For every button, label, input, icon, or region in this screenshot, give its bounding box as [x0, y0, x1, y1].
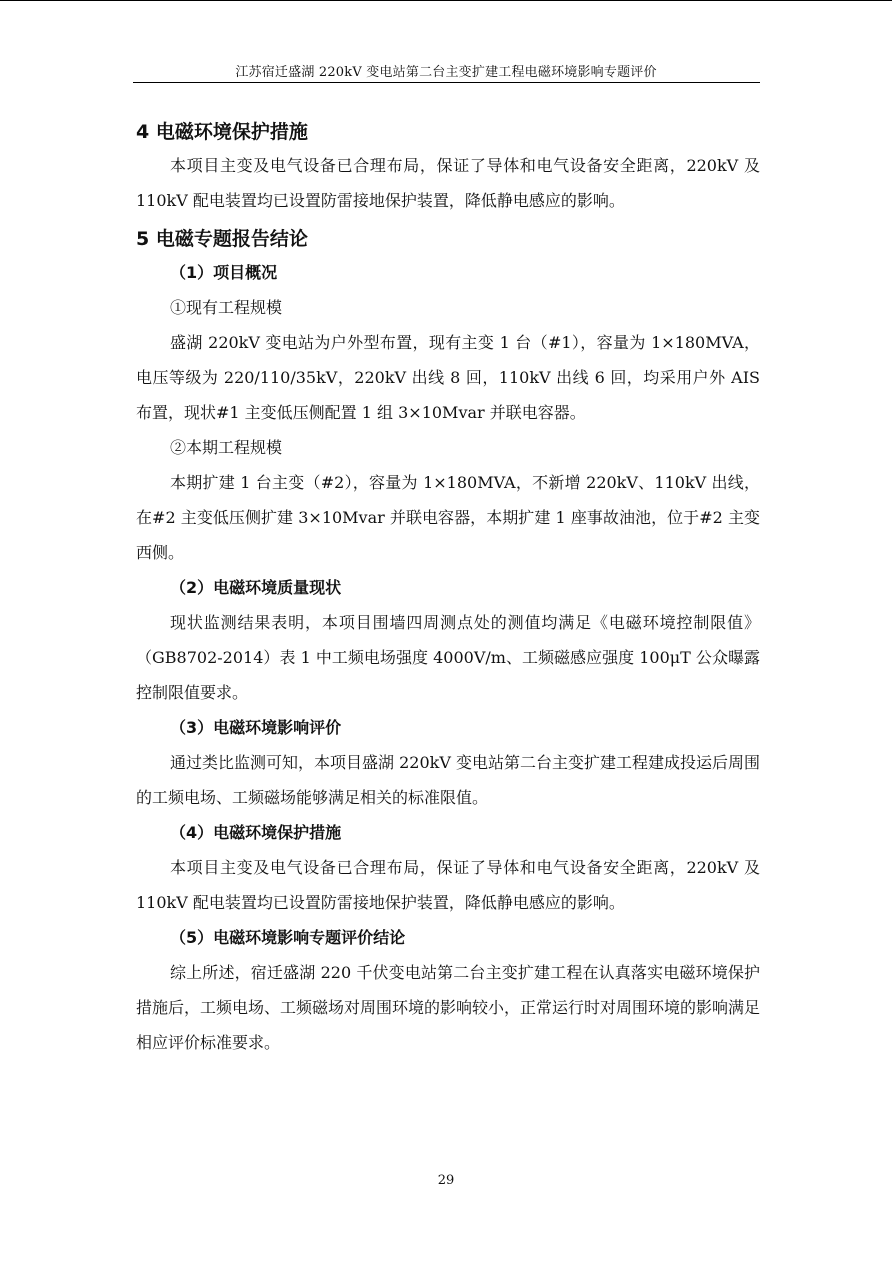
page-number: 29 [437, 1173, 455, 1188]
subsection-5-heading: （5）电磁环境影响专题评价结论 [170, 928, 406, 947]
current-project-text: 本期扩建 1 台主变（#2），容量为 1×180MVA，不新增 220kV、110kV 出线，在#2 主变低压侧扩建 3×10Mvar 并联电容器，本期扩建 1 座事故油池，位于#2 主变西侧。 [136, 473, 760, 562]
subsection-3-text: 通过类比监测可知，本项目盛湖 220kV 变电站第二台主变扩建工程建成投运后周围的工频电场、工频磁场能够满足相关的标准限值。 [136, 753, 760, 807]
section-5-heading: 5 电磁专题报告结论 [136, 228, 308, 250]
subsection-3-heading: （3）电磁环境影响评价 [170, 718, 342, 737]
existing-project-title: ①现有工程规模 [170, 298, 283, 317]
page-top-border [0, 0, 892, 1]
subsection-4-text: 本项目主变及电气设备已合理布局，保证了导体和电气设备安全距离，220kV 及 110kV 配电装置均已设置防雷接地保护装置，降低静电感应的影响。 [136, 858, 760, 912]
subsection-5-text: 综上所述，宿迁盛湖 220 千伏变电站第二台主变扩建工程在认真落实电磁环境保护措施后，工频电场、工频磁场对周围环境的影响较小，正常运行时对周围环境的影响满足相应评价标准要求。 [136, 963, 761, 1052]
running-header: 江苏宿迁盛湖 220kV 变电站第二台主变扩建工程电磁环境影响专题评价 [235, 65, 657, 80]
current-project-title: ②本期工程规模 [170, 438, 283, 457]
subsection-2-heading: （2）电磁环境质量现状 [170, 578, 342, 597]
subsection-2-text: 现状监测结果表明，本项目围墙四周测点处的测值均满足《电磁环境控制限值》（GB8702-2014）表 1 中工频电场强度 4000V/m、工频磁感应强度 100μT 公众曝露控制限值要求。 [136, 613, 760, 702]
section-4-heading: 4 电磁环境保护措施 [136, 121, 308, 143]
section-4-paragraph: 本项目主变及电气设备已合理布局，保证了导体和电气设备安全距离，220kV 及 110kV 配电装置均已设置防雷接地保护装置，降低静电感应的影响。 [136, 156, 760, 210]
existing-project-text: 盛湖 220kV 变电站为户外型布置，现有主变 1 台（#1），容量为 1×180MVA，电压等级为 220/110/35kV，220kV 出线 8 回，110kV 出线 6 回，均采用户外 AIS 布置，现状#1 主变低压侧配置 1 组 3×10Mvar 并联电容器。 [136, 333, 760, 422]
header-rule [133, 82, 760, 83]
subsection-1-heading: （1）项目概况 [170, 263, 278, 282]
subsection-4-heading: （4）电磁环境保护措施 [170, 823, 342, 842]
document-body [136, 116, 760, 1060]
